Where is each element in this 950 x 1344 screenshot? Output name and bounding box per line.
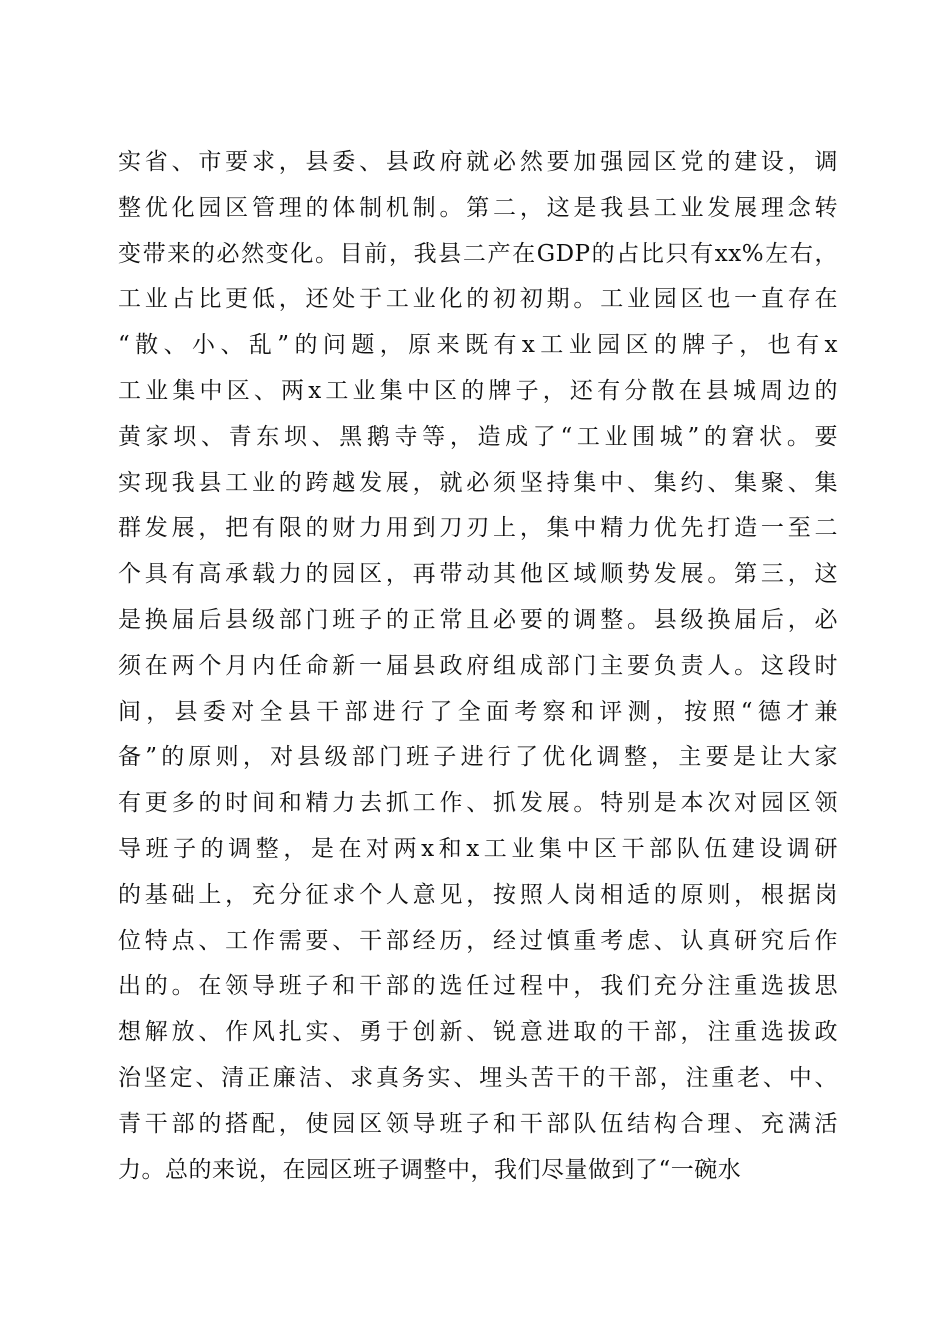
text-line: 黄家坝、青东坝、黑鹅寺等，造成了“工业围城”的窘状。要: [118, 423, 838, 450]
text-line: 力。总的来说，在园区班子调整中，我们尽量做到了“一碗水: [118, 1156, 742, 1183]
text-line: 整优化园区管理的体制机制。第二，这是我县工业发展理念转: [118, 194, 838, 221]
text-line: 位特点、工作需要、干部经历，经过慎重考虑、认真研究后作: [118, 927, 838, 954]
text-line: 青干部的搭配，使园区领导班子和干部队伍结构合理、充满活: [118, 1110, 838, 1137]
text-line: 工业集中区、两x工业集中区的牌子，还有分散在县城周边的: [118, 377, 838, 404]
text-line: 个具有高承载力的园区，再带动其他区域顺势发展。第三，这: [118, 561, 838, 588]
text-line: 备”的原则，对县级部门班子进行了优化调整，主要是让大家: [118, 744, 838, 771]
text-line: 实省、市要求，县委、县政府就必然要加强园区党的建设，调: [118, 149, 838, 175]
text-line: 变带来的必然变化。目前，我县二产在GDP的占比只有xx%左右，: [118, 240, 838, 267]
text-line: 的基础上，充分征求个人意见，按照人岗相适的原则，根据岗: [118, 881, 838, 908]
text-line: 想解放、作风扎实、勇于创新、锐意进取的干部，注重选拔政: [118, 1019, 838, 1046]
text-line: 工业占比更低，还处于工业化的初初期。工业园区也一直存在: [118, 286, 838, 313]
text-line: 群发展，把有限的财力用到刀刃上，集中精力优先打造一至二: [118, 515, 838, 542]
body-paragraph: [118, 140, 838, 1193]
text-line: 间，县委对全县干部进行了全面考察和评测，按照“德才兼: [118, 698, 838, 725]
text-line: “散、小、乱”的问题，原来既有x工业园区的牌子，也有x: [118, 332, 838, 359]
text-line: 有更多的时间和精力去抓工作、抓发展。特别是本次对园区领: [118, 790, 838, 817]
text-line: 治坚定、清正廉洁、求真务实、埋头苦干的干部，注重老、中、: [118, 1064, 838, 1091]
text-line: 导班子的调整，是在对两x和x工业集中区干部队伍建设调研: [118, 835, 838, 862]
text-line: 实现我县工业的跨越发展，就必须坚持集中、集约、集聚、集: [118, 469, 838, 496]
text-line: 是换届后县级部门班子的正常且必要的调整。县级换届后，必: [118, 606, 838, 633]
text-line: 出的。在领导班子和干部的选任过程中，我们充分注重选拔思: [118, 973, 838, 1000]
text-line: 须在两个月内任命新一届县政府组成部门主要负责人。这段时: [118, 652, 838, 679]
